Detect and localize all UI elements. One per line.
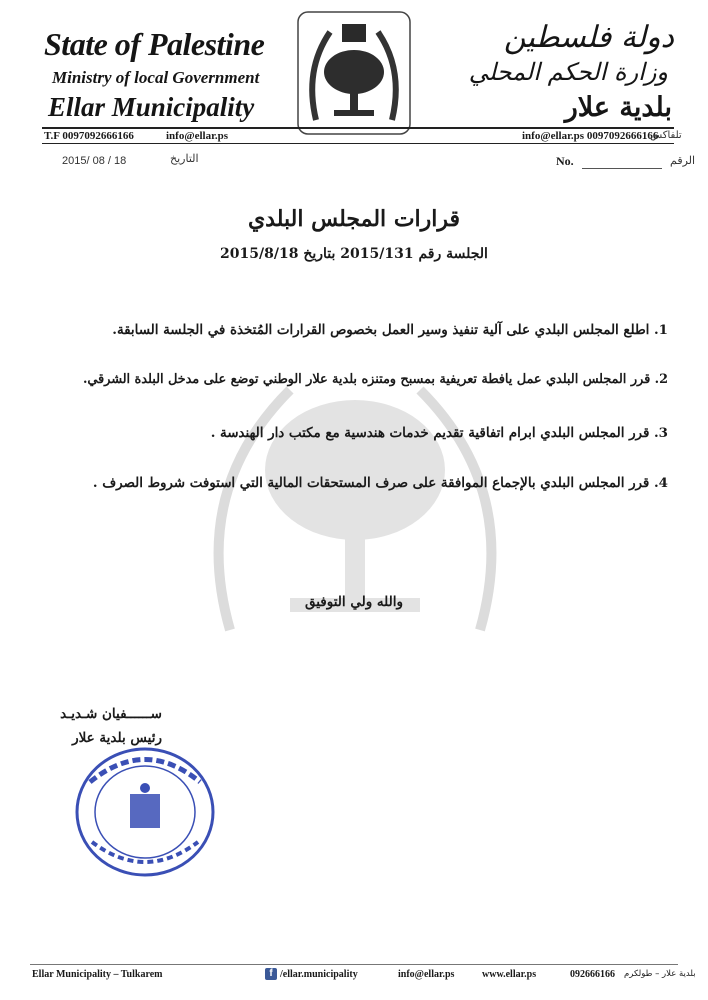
footer-facebook[interactable]: /ellar.municipality <box>280 969 358 980</box>
document-title: قرارات المجلس البلدي <box>247 206 461 232</box>
ref-label: الرقم <box>670 155 696 167</box>
header-ar-municipality: بلدية علار <box>564 92 672 123</box>
session-line: الجلسة رقم 2015/131 بتاريخ 2015/8/18 <box>220 246 488 262</box>
header-en-ministry: Ministry of local Government <box>52 68 260 87</box>
contact-rule <box>42 143 674 144</box>
contact-tf-label-ar: تلفاكس <box>650 130 682 141</box>
contact-right: info@ellar.ps 0097092666166 <box>522 130 659 142</box>
signer-title: رئيس بلدية علار <box>72 730 162 746</box>
footer-email[interactable]: info@ellar.ps <box>398 969 455 980</box>
date-label: التاريخ <box>170 153 199 165</box>
contact-phone-left: T.F 0097092666166 <box>44 130 134 142</box>
header-en-state: State of Palestine <box>44 26 265 62</box>
header-rule <box>42 127 674 129</box>
footer-left: Ellar Municipality – Tulkarem <box>32 969 163 980</box>
facebook-icon[interactable]: f <box>265 968 277 980</box>
no-line <box>582 168 662 169</box>
signer-name: ســــــفيان شـديـد <box>60 706 162 722</box>
decision-item-1: 1. اطلع المجلس البلدي على آلية تنفيذ وسير العمل بخصوص القرارات المُتخذة في الجلسة السابقة. <box>112 322 668 338</box>
contact-email-left[interactable]: info@ellar.ps <box>166 130 229 142</box>
footer-phone: 092666166 <box>570 969 615 980</box>
header-ar-state: دولة فلسطين <box>503 20 674 55</box>
official-stamp-icon <box>70 742 220 882</box>
footer-arabic: بلدية علار – طولكرم <box>624 969 696 979</box>
header-ar-ministry: وزارة الحكم المحلي <box>468 58 668 86</box>
footer-rule <box>30 964 678 965</box>
decision-item-2: 2. قرر المجلس البلدي عمل يافطة تعريفية بمسبح ومتنزه بلدية علار الوطني توضع على مدخل البلدة الشرقي. <box>82 372 668 387</box>
municipality-emblem-icon <box>296 10 412 136</box>
no-label: No. <box>556 154 574 168</box>
footer-web[interactable]: www.ellar.ps <box>482 969 537 980</box>
header-en-municipality: Ellar Municipality <box>48 92 255 122</box>
closing-phrase: والله ولي التوفيق <box>304 594 404 610</box>
decision-item-4: 4. قرر المجلس البلدي بالإجماع الموافقة على صرف المستحقات المالية التي استوفت شروط الصرف . <box>92 475 668 491</box>
date-value: 2015/ 08 / 18 <box>62 155 127 167</box>
decision-item-3: 3. قرر المجلس البلدي ابرام اتفاقية تقديم خدمات هندسية مع مكتب دار الهندسة . <box>210 425 668 441</box>
